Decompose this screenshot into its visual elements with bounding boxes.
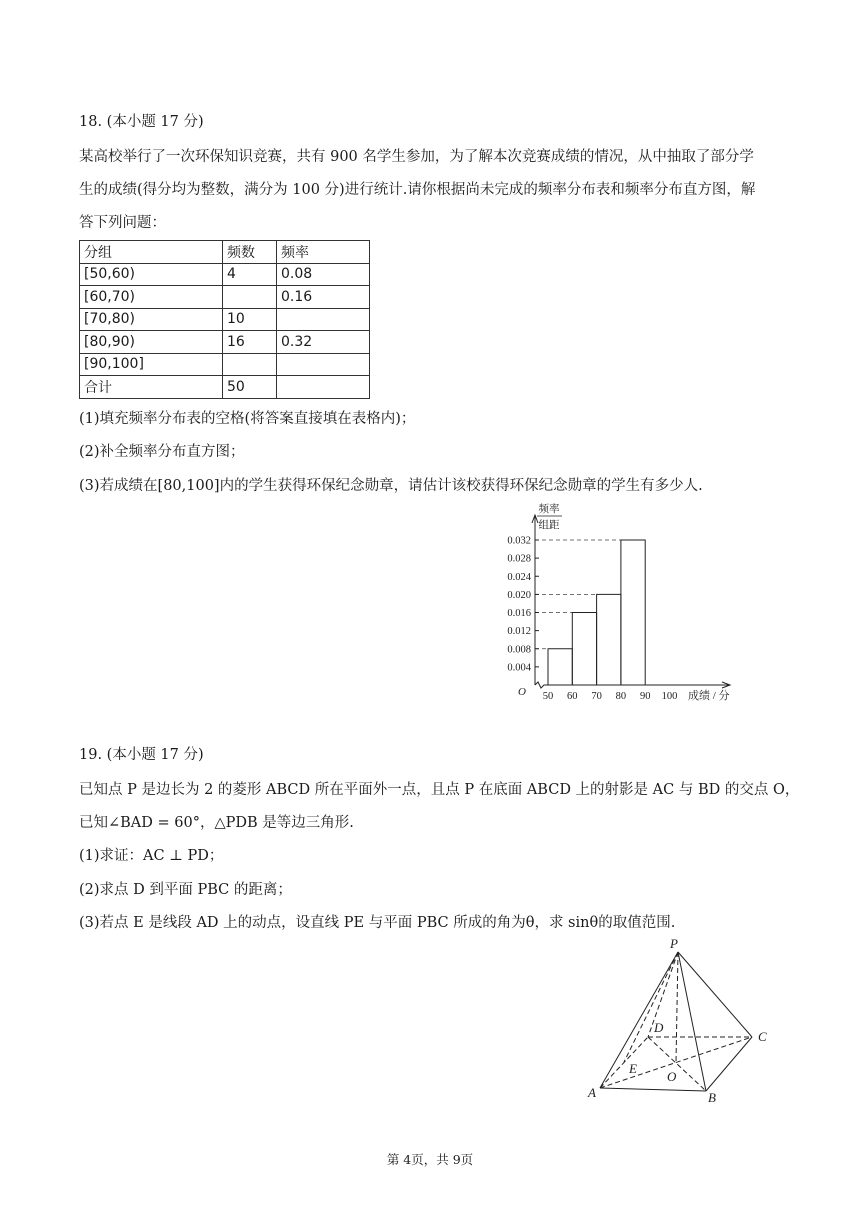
x-tick-label: 60 bbox=[567, 691, 578, 702]
table-cell: 10 bbox=[223, 308, 277, 331]
q19-title: 19. (本小题 17 分) bbox=[79, 747, 204, 763]
y-axis-label-denominator: 组距 bbox=[538, 520, 560, 531]
label-c: C bbox=[758, 1029, 767, 1044]
edge-ab bbox=[600, 1088, 706, 1091]
y-tick-label: 0.004 bbox=[507, 662, 531, 674]
label-a: A bbox=[588, 1085, 596, 1100]
edge-pa bbox=[600, 952, 678, 1088]
edge-pc bbox=[678, 952, 752, 1037]
table-row bbox=[80, 263, 370, 286]
origin-label: O bbox=[518, 686, 526, 698]
table-cell: 0.16 bbox=[277, 286, 370, 309]
table-row bbox=[80, 353, 370, 376]
label-b: B bbox=[708, 1090, 716, 1105]
y-tick-label: 0.016 bbox=[507, 608, 531, 619]
y-tick-label: 0.024 bbox=[507, 571, 531, 583]
table-header-cell: 频数 bbox=[223, 241, 277, 264]
q19-part-1: (1)求证：AC ⊥ PD； bbox=[79, 848, 224, 864]
y-tick-label: 0.008 bbox=[507, 644, 531, 656]
q19-part-2: (2)求点 D 到平面 PBC 的距离； bbox=[79, 882, 292, 898]
q18-part-2: (2)补全频率分布直方图； bbox=[79, 444, 245, 460]
q18-intro-line-3: 答下列问题： bbox=[79, 215, 166, 231]
q19-part-3: (3)若点 E 是线段 AD 上的动点，设直线 PE 与平面 PBC 所成的角为θ，求 sinθ的取值范围. bbox=[79, 915, 676, 931]
label-p: P bbox=[670, 936, 678, 951]
edge-bc bbox=[706, 1037, 752, 1091]
x-tick-label: 90 bbox=[639, 691, 651, 702]
table-row bbox=[80, 376, 370, 399]
table-cell: 0.32 bbox=[277, 331, 370, 354]
x-tick-label: 80 bbox=[615, 691, 627, 702]
q19-intro-line-2: 已知∠BAD = 60°，△PDB 是等边三角形. bbox=[79, 815, 354, 831]
label-e: E bbox=[629, 1061, 637, 1076]
y-tick-label: 0.020 bbox=[507, 589, 531, 601]
x-tick-label: 100 bbox=[661, 691, 678, 702]
table-cell: 合计 bbox=[80, 376, 223, 399]
x-tick-label: 70 bbox=[591, 691, 602, 702]
label-d: D bbox=[654, 1020, 664, 1035]
histogram-bar bbox=[621, 540, 645, 685]
pyramid-figure bbox=[580, 935, 780, 1110]
segment-po bbox=[676, 952, 678, 1062]
table-cell bbox=[277, 376, 370, 399]
segment-pe bbox=[624, 952, 678, 1062]
table-cell bbox=[277, 308, 370, 331]
edge-pb bbox=[678, 952, 706, 1091]
q18-title: 18. (本小题 17 分) bbox=[79, 114, 204, 130]
y-tick-label: 0.028 bbox=[507, 553, 531, 565]
histogram-bar bbox=[597, 594, 621, 685]
table-cell: 0.08 bbox=[277, 263, 370, 286]
y-tick-label: 0.032 bbox=[507, 535, 531, 547]
table-cell bbox=[223, 353, 277, 376]
table-cell: [50,60) bbox=[80, 263, 223, 286]
q19-intro-line-1: 已知点 P 是边长为 2 的菱形 ABCD 所在平面外一点，且点 P 在底面 ABCD 上的射影是 AC 与 BD 的交点 O， bbox=[79, 782, 800, 798]
q18-part-1: (1)填充频率分布表的空格(将答案直接填在表格内)； bbox=[79, 411, 416, 427]
x-tick-label: 50 bbox=[542, 691, 554, 702]
table-cell: 4 bbox=[223, 263, 277, 286]
table-row bbox=[80, 286, 370, 309]
page-footer: 第 4页，共 9页 bbox=[386, 1152, 474, 1167]
q18-intro-line-1: 某高校举行了一次环保知识竞赛，共有 900 名学生参加，为了解本次竞赛成绩的情况，从中抽取了部分学 bbox=[79, 149, 754, 165]
x-axis-label: 成绩 / 分 bbox=[688, 690, 730, 702]
table-header-cell: 频率 bbox=[277, 241, 370, 264]
label-o: O bbox=[667, 1069, 677, 1084]
table-cell: 50 bbox=[223, 376, 277, 399]
diagonal-bd bbox=[648, 1037, 706, 1091]
table-cell: [90,100] bbox=[80, 353, 223, 376]
table-cell bbox=[277, 353, 370, 376]
y-tick-label: 0.012 bbox=[507, 626, 531, 638]
q18-intro-line-2: 生的成绩(得分均为整数，满分为 100 分)进行统计.请你根据尚未完成的频率分布表和频率分布直方图，解 bbox=[79, 182, 756, 198]
table-cell: [70,80) bbox=[80, 308, 223, 331]
frequency-table bbox=[79, 240, 370, 399]
table-header-row bbox=[80, 241, 370, 264]
frequency-histogram bbox=[480, 500, 750, 710]
table-cell: [60,70) bbox=[80, 286, 223, 309]
table-row bbox=[80, 331, 370, 354]
q18-part-3: (3)若成绩在[80,100]内的学生获得环保纪念勋章，请估计该校获得环保纪念勋章的学生有多少人. bbox=[79, 478, 703, 494]
table-row bbox=[80, 308, 370, 331]
table-cell: 16 bbox=[223, 331, 277, 354]
y-axis-label-numerator: 频率 bbox=[538, 504, 560, 515]
table-cell: [80,90) bbox=[80, 331, 223, 354]
histogram-bar bbox=[572, 613, 596, 686]
table-header-cell: 分组 bbox=[80, 241, 223, 264]
table-cell bbox=[223, 286, 277, 309]
histogram-bar bbox=[548, 649, 572, 685]
